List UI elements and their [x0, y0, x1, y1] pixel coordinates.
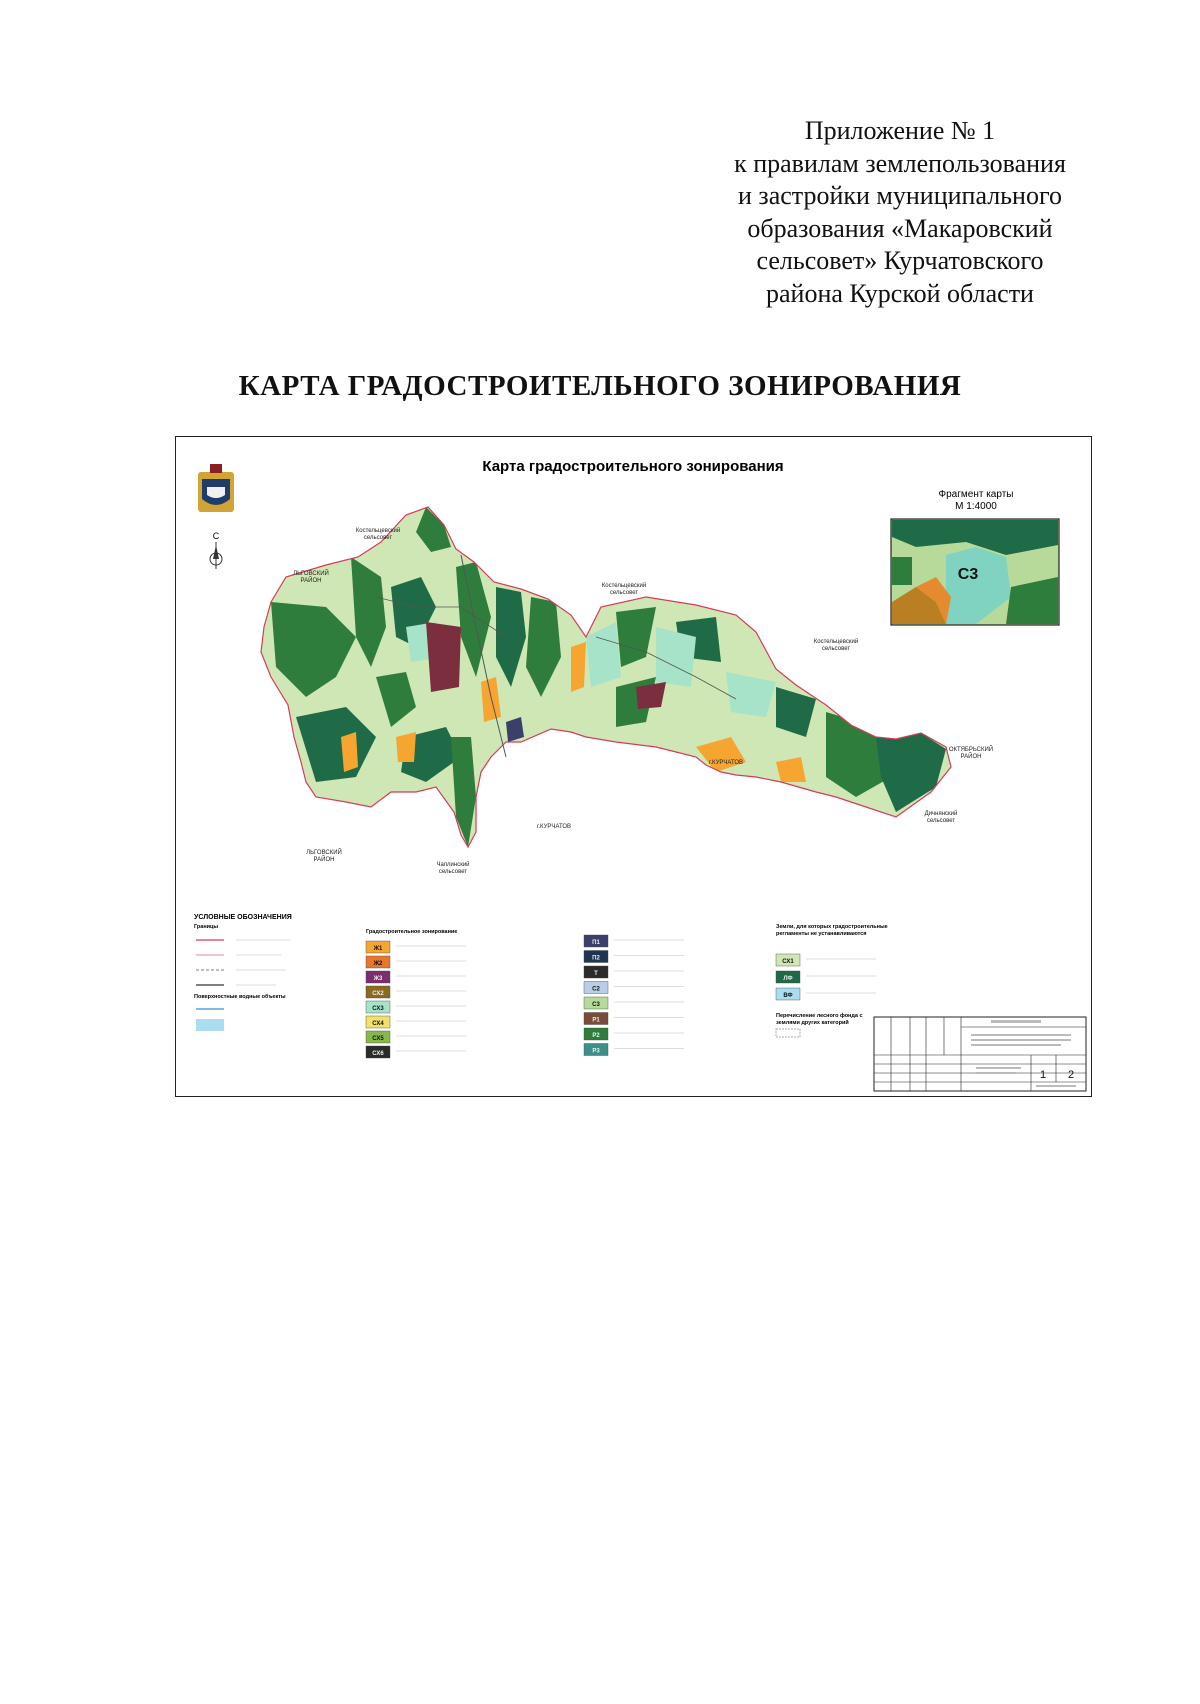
legend-forest-swatch [776, 1029, 800, 1037]
appendix-line: образования «Макаровский [747, 213, 1053, 243]
legend-zone-code: П2 [592, 955, 600, 962]
legend-boundary-lines [196, 940, 291, 985]
svg-text:Костельцевскийсельсовет [602, 582, 646, 596]
place-label: Дичнянский [924, 811, 958, 817]
legend-zone-code: Р3 [592, 1048, 600, 1055]
stamp-sheets: 2 [1067, 1069, 1075, 1081]
legend-zone-code: СХ3 [372, 1006, 384, 1012]
legend-zone-code: С2 [592, 986, 600, 993]
legend-forest-heading: Перечисление лесного фонда с [776, 1013, 863, 1019]
map-fragment-inset [891, 489, 1059, 625]
legend-zones-column-2 [584, 935, 684, 1056]
appendix-header [690, 115, 1110, 310]
compass-icon [210, 531, 222, 569]
legend-zoning-heading: Градостроительное зонирование [366, 929, 458, 935]
svg-text:Дичнянскийсельсовет [925, 810, 958, 824]
fragment-title: Фрагмент карты [938, 489, 1014, 500]
legend-boundaries-heading: Границы [194, 924, 219, 930]
map-title: Карта градостроительного зонирования [482, 458, 784, 475]
legend-zone-code: ВФ [783, 993, 793, 999]
place-label: Костельцевский [355, 528, 401, 534]
legend-zone-code: Ж1 [373, 946, 383, 952]
legend-forest-heading: землями других категорий [776, 1020, 849, 1026]
legend-zone-code: СХ6 [372, 1051, 384, 1057]
legend-zone-code: СХ2 [372, 991, 384, 997]
legend-zone-code: ЛФ [783, 976, 793, 982]
appendix-line: к правилам землепользования [734, 148, 1066, 178]
svg-text:Перечисление лесного фонда сзе [776, 1012, 863, 1026]
place-label: ЛЬГОВСКИЙ [293, 571, 329, 577]
place-label: РАЙОН [300, 578, 322, 584]
place-label: сельсовет [363, 535, 393, 541]
appendix-line: Приложение № 1 [804, 116, 996, 145]
legend-water-heading: Поверхностные водные объекты [194, 994, 286, 1000]
svg-text:ОКТЯБРЬСКИЙРАЙОН [949, 745, 993, 760]
legend-zone-code: П1 [592, 940, 600, 946]
place-label: ОКТЯБРЬСКИЙ [948, 747, 994, 753]
legend-zones-column-3 [776, 954, 876, 1000]
appendix-line: района Курской области [766, 278, 1034, 308]
place-label: Костельцевский [601, 583, 647, 589]
legend-title: УСЛОВНЫЕ ОБОЗНАЧЕНИЯ [194, 914, 292, 921]
place-label: г.КУРЧАТОВ [708, 760, 744, 766]
appendix-line: и застройки муниципального [738, 181, 1062, 210]
svg-text:Земли, для которых градостроит [776, 924, 888, 937]
legend-zone-code: Ж3 [373, 976, 383, 982]
legend-zone-code: СХ4 [372, 1021, 384, 1027]
place-label: РАЙОН [960, 754, 982, 760]
municipal-territory [256, 497, 966, 857]
legend-exempt-heading: Земли, для которых градостроительные [776, 924, 888, 930]
legend-water-swatch [196, 1019, 224, 1031]
place-label: сельсовет [438, 869, 468, 875]
legend-zone-code: Р2 [592, 1033, 600, 1039]
svg-text:г.КУРЧАТОВ [709, 760, 743, 766]
fragment-scale: М 1:4000 [955, 501, 997, 512]
zoning-map-canvas [176, 437, 1091, 1096]
place-label: сельсовет [926, 818, 956, 824]
legend-exempt-heading: регламенты не устанавливаются [776, 931, 867, 937]
legend-zone-code: Т [594, 971, 598, 977]
place-label: РАЙОН [313, 857, 335, 863]
stamp-sheet: 1 [1039, 1069, 1047, 1081]
svg-text:Костельцевскийсельсовет [814, 638, 858, 652]
svg-text:ЛЬГОВСКИЙРАЙОН [306, 848, 342, 863]
place-label: сельсовет [821, 646, 851, 652]
compass-label: С [212, 531, 220, 541]
document-title: КАРТА ГРАДОСТРОИТЕЛЬНОГО ЗОНИРОВАНИЯ [238, 370, 962, 402]
map-legend [194, 914, 888, 1058]
fragment-zone-label: С3 [957, 566, 979, 583]
place-label: сельсовет [609, 590, 639, 596]
legend-zone-code: С3 [592, 1002, 600, 1008]
svg-text:г.КУРЧАТОВ [537, 824, 571, 830]
svg-text:Чаплинскийсельсовет [436, 861, 469, 875]
zoning-map [175, 436, 1092, 1097]
legend-zone-code: Р1 [592, 1017, 600, 1024]
legend-zone-code: Ж2 [373, 961, 383, 967]
appendix-line: сельсовет» Курчатовского [756, 246, 1044, 275]
place-label: ЛЬГОВСКИЙ [306, 850, 342, 856]
legend-zones-column-1 [366, 941, 466, 1058]
legend-zone-code: СХ1 [782, 959, 794, 965]
place-label: г.КУРЧАТОВ [536, 824, 572, 830]
coat-of-arms-icon [198, 464, 234, 512]
legend-zone-code: СХ5 [372, 1036, 384, 1042]
place-label: Чаплинский [436, 862, 470, 868]
title-block-stamp [874, 1017, 1086, 1091]
place-label: Костельцевский [813, 639, 859, 645]
